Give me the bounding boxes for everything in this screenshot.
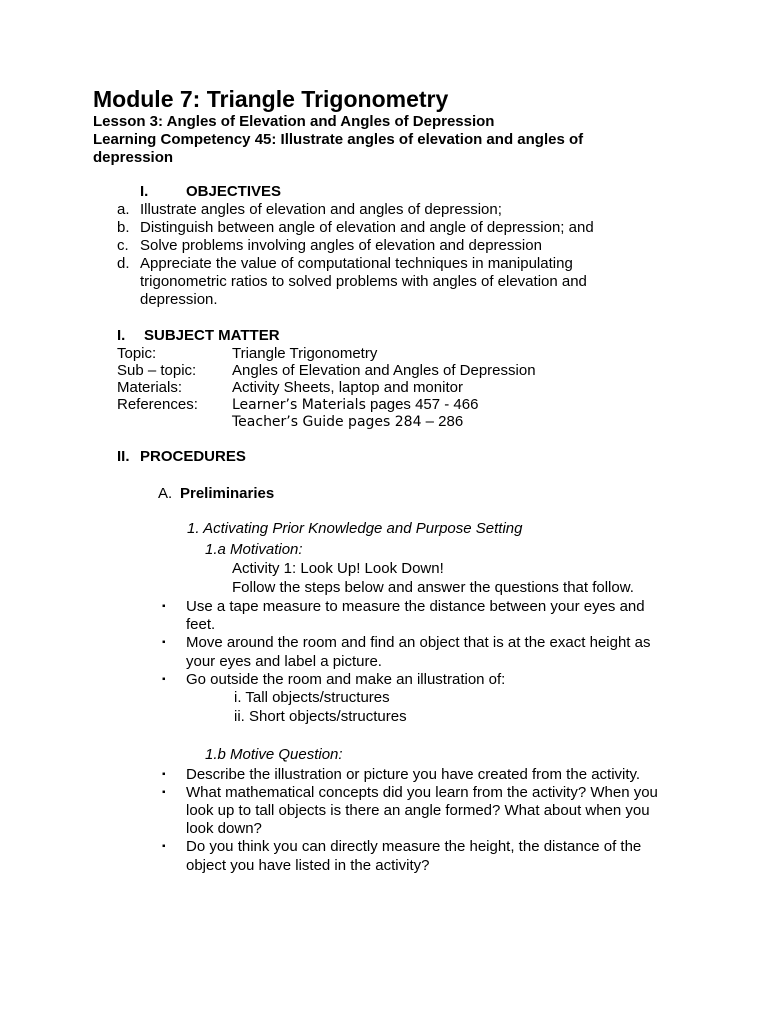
subject-value	[232, 413, 463, 430]
procedures-heading: PROCEDURES	[140, 448, 246, 465]
bullet-text: look down?	[186, 820, 262, 837]
step-1a-title: 1.a Motivation:	[205, 541, 303, 558]
bullet-marker: ▪	[162, 674, 166, 685]
subject-matter-heading: SUBJECT MATTER	[144, 327, 280, 344]
reference-teachers: Teacher’s Guide pages 284	[232, 414, 422, 430]
objective-text: trigonometric ratios to solved problems with angles of elevation and	[140, 273, 587, 290]
section-letter: A.	[158, 485, 173, 502]
objective-text: Illustrate angles of elevation and angles of depression;	[140, 201, 502, 218]
objective-marker: d.	[117, 255, 130, 272]
reference-learners: Learner’s Materials	[232, 397, 366, 413]
objective-text: Distinguish between angle of elevation and angle of depression; and	[140, 219, 594, 236]
activity-title: Activity 1: Look Up! Look Down!	[232, 560, 444, 577]
subject-label: Materials:	[117, 379, 183, 396]
bullet-marker: ▪	[162, 601, 166, 612]
section-title: Preliminaries	[180, 485, 275, 502]
bullet-text: look up to tall objects is there an angle formed? What about when you	[186, 802, 650, 819]
bullet-text: your eyes and label a picture.	[186, 653, 382, 670]
subject-label: Topic:	[117, 345, 157, 362]
objective-marker: c.	[117, 237, 129, 254]
subject-value: Angles of Elevation and Angles of Depression	[232, 362, 536, 379]
competency-line-1: Learning Competency 45: Illustrate angles of elevation and angles of	[93, 131, 584, 148]
objective-text: depression.	[140, 291, 218, 308]
objectives-numeral: I.	[140, 183, 149, 200]
subject-label: References:	[117, 396, 198, 413]
bullet-text: Go outside the room and make an illustration of:	[186, 671, 506, 688]
procedures-numeral: II.	[117, 448, 130, 465]
subject-value	[232, 396, 478, 413]
objectives-heading: OBJECTIVES	[186, 183, 282, 200]
step-1-title: 1. Activating Prior Knowledge and Purpose Setting	[187, 520, 523, 537]
objective-text: Solve problems involving angles of elevation and depression	[140, 237, 542, 254]
objective-marker: a.	[117, 201, 130, 218]
bullet-marker: ▪	[162, 769, 166, 780]
sub-item: ii. Short objects/structures	[234, 708, 407, 725]
subject-value: Triangle Trigonometry	[232, 345, 378, 362]
subject-matter-numeral: I.	[117, 327, 126, 344]
lesson-title: Lesson 3: Angles of Elevation and Angles of Depression	[93, 113, 495, 130]
bullet-marker: ▪	[162, 787, 166, 798]
bullet-text: Use a tape measure to measure the distance between your eyes and	[186, 598, 645, 615]
objective-marker: b.	[117, 219, 130, 236]
sub-item: i. Tall objects/structures	[234, 689, 390, 706]
subject-label: Sub – topic:	[117, 362, 197, 379]
reference-pages: pages 457 - 466	[365, 396, 479, 413]
bullet-marker: ▪	[162, 637, 166, 648]
objective-text: Appreciate the value of computational techniques in manipulating	[140, 255, 573, 272]
module-title: Module 7: Triangle Trigonometry	[93, 86, 449, 112]
bullet-text: Describe the illustration or picture you have created from the activity.	[186, 766, 641, 783]
competency-line-2: depression	[93, 149, 174, 166]
bullet-text: object you have listed in the activity?	[186, 857, 430, 874]
bullet-text: Move around the room and find an object that is at the exact height as	[186, 634, 651, 651]
step-1b-title: 1.b Motive Question:	[205, 746, 343, 763]
bullet-text: feet.	[186, 616, 216, 633]
bullet-text: What mathematical concepts did you learn from the activity? When you	[186, 784, 658, 801]
activity-instruction: Follow the steps below and answer the questions that follow.	[232, 579, 634, 596]
bullet-text: Do you think you can directly measure the height, the distance of the	[186, 838, 642, 855]
subject-value: Activity Sheets, laptop and monitor	[232, 379, 463, 396]
reference-pages: – 286	[421, 413, 464, 430]
bullet-marker: ▪	[162, 841, 166, 852]
